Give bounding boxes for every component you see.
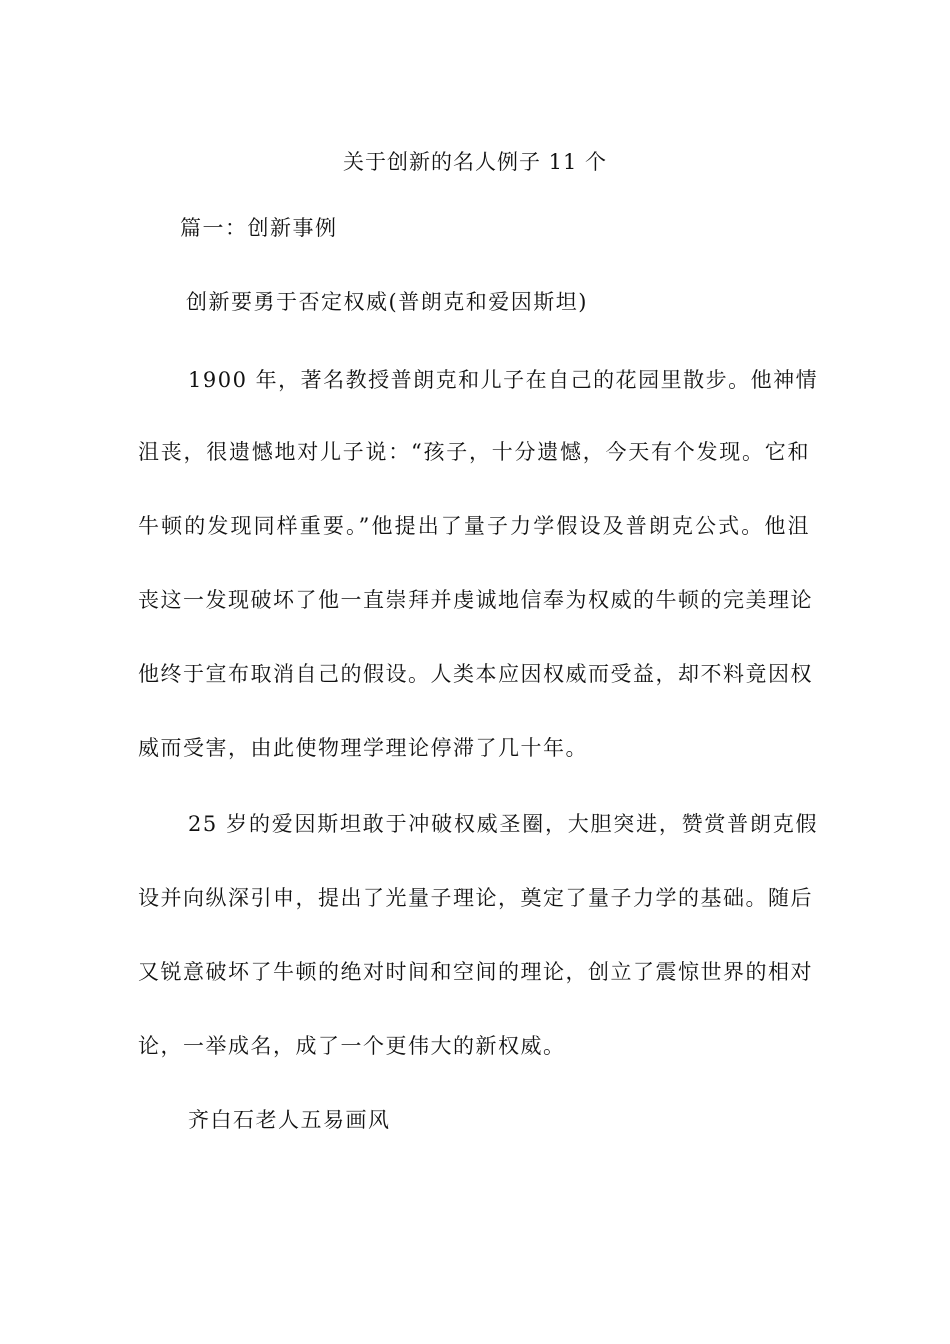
subheading-qi-baishi: 齐白石老人五易画风 xyxy=(188,1108,391,1132)
paragraph-2-line-1: 25 岁的爱因斯坦敢于冲破权威圣圈，大胆突进，赞赏普朗克假 xyxy=(188,812,818,836)
paragraph-1-line-3: 牛顿的发现同样重要。”他提出了量子力学假设及普朗克公式。他沮 xyxy=(138,514,810,538)
paragraph-2-line-4: 论，一举成名，成了一个更伟大的新权威。 xyxy=(138,1034,566,1058)
subheading-planck-einstein: 创新要勇于否定权威(普朗克和爱因斯坦) xyxy=(186,290,588,314)
paragraph-2-line-3: 又锐意破坏了牛顿的绝对时间和空间的理论，创立了震惊世界的相对 xyxy=(138,960,813,984)
paragraph-1-line-5: 他终于宣布取消自己的假设。人类本应因权威而受益，却不料竟因权 xyxy=(138,662,813,686)
paragraph-1-line-2: 沮丧，很遗憾地对儿子说：“孩子，十分遗憾，今天有个发现。它和 xyxy=(138,440,810,464)
section-heading: 篇一：创新事例 xyxy=(180,216,338,240)
paragraph-1-line-1: 1900 年，著名教授普朗克和儿子在自己的花园里散步。他神情 xyxy=(188,368,819,392)
paragraph-1-line-6: 威而受害，由此使物理学理论停滞了几十年。 xyxy=(138,736,588,760)
paragraph-1-line-4: 丧这一发现破坏了他一直崇拜并虔诚地信奉为权威的牛顿的完美理论 xyxy=(138,588,813,612)
paragraph-2-line-2: 设并向纵深引申，提出了光量子理论，奠定了量子力学的基础。随后 xyxy=(138,886,813,910)
document-title: 关于创新的名人例子 11 个 xyxy=(342,150,608,174)
